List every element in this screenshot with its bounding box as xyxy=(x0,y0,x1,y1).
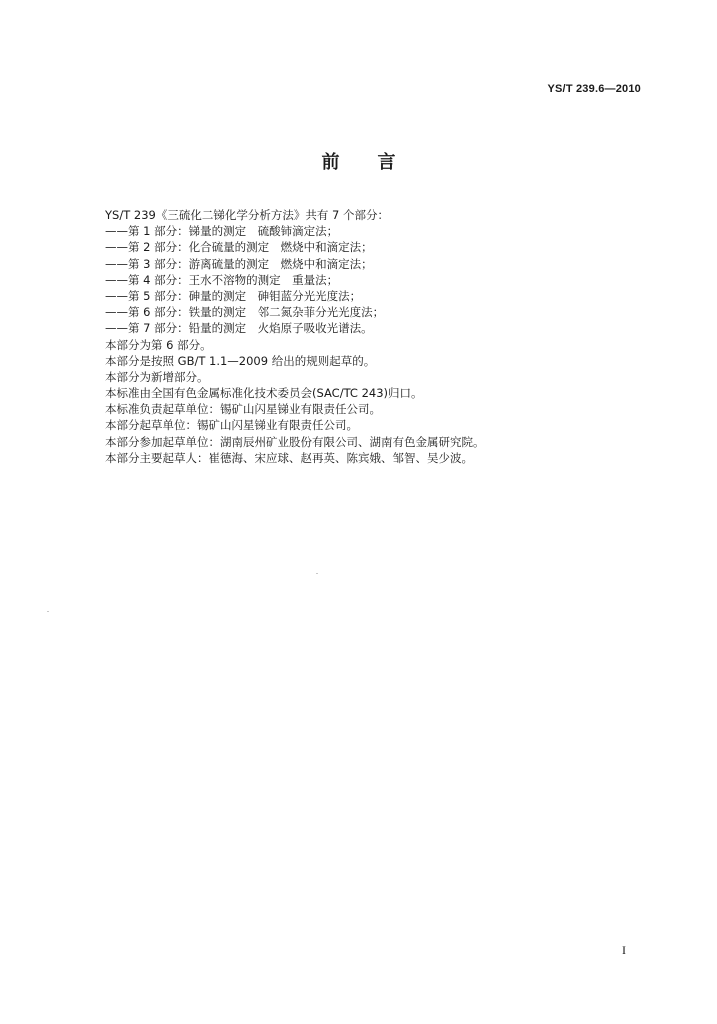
part-list-item: ——第 4 部分：王水不溶物的测定 重量法； xyxy=(105,272,339,287)
text-line: 本部分为第 6 部分。 xyxy=(105,337,212,352)
scan-speck xyxy=(316,573,318,574)
text-line: 本标准由全国有色金属标准化技术委员会(SAC/TC 243)归口。 xyxy=(105,386,423,401)
part-list-item: ——第 2 部分：化合硫量的测定 燃烧中和滴定法； xyxy=(105,240,373,255)
standard-code: YS/T 239.6—2010 xyxy=(547,83,641,95)
part-list-item: ——第 3 部分：游离硫量的测定 燃烧中和滴定法； xyxy=(105,256,373,271)
part-list-item: ——第 1 部分：锑量的测定 硫酸铈滴定法； xyxy=(105,224,339,239)
text-line: 本部分主要起草人：崔德海、宋应球、赵再英、陈宾娥、邹智、吴少波。 xyxy=(105,450,473,465)
text-line: 本部分是按照 GB/T 1.1—2009 给出的规则起草的。 xyxy=(105,353,376,368)
text-line: 本部分为新增部分。 xyxy=(105,369,209,384)
part-list-item: ——第 6 部分：铁量的测定 邻二氮杂菲分光光度法； xyxy=(105,305,385,320)
text-line: 本部分参加起草单位：湖南辰州矿业股份有限公司、湖南有色金属研究院。 xyxy=(105,434,485,449)
part-list-item: ——第 5 部分：砷量的测定 砷钼蓝分光光度法； xyxy=(105,288,362,303)
text-line: 本部分起草单位：锡矿山闪星锑业有限责任公司。 xyxy=(105,418,358,433)
page-number: I xyxy=(622,943,626,957)
part-list-item: ——第 7 部分：铅量的测定 火焰原子吸收光谱法。 xyxy=(105,321,373,336)
text-line: YS/T 239《三硫化二锑化学分析方法》共有 7 个部分： xyxy=(105,208,389,222)
scan-speck xyxy=(47,611,49,612)
text-line: 本标准负责起草单位：锡矿山闪星锑业有限责任公司。 xyxy=(105,402,381,417)
page-title: 前言 xyxy=(321,152,434,173)
preface-body xyxy=(105,207,625,466)
